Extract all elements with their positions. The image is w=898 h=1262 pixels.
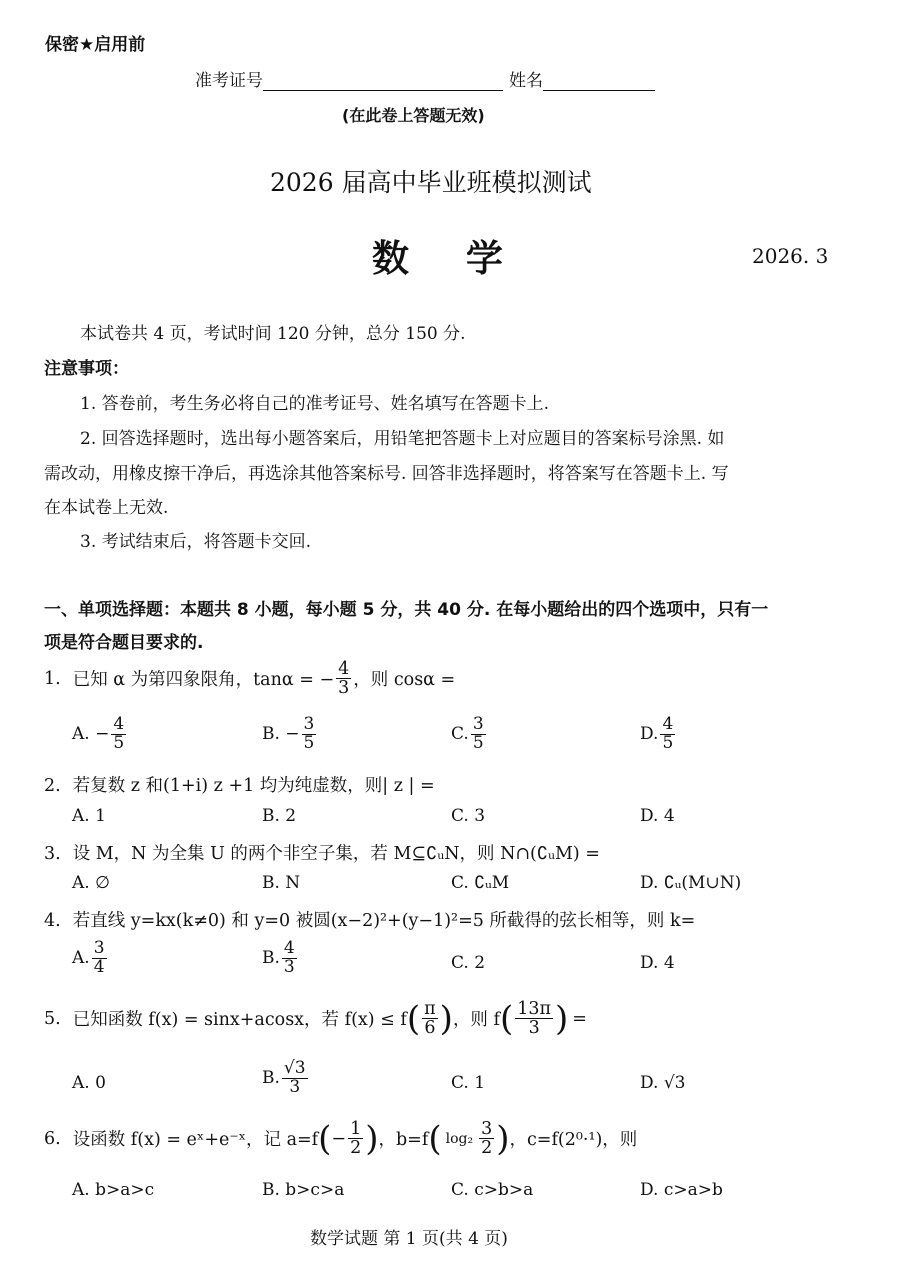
exam-id-row	[195, 66, 655, 91]
q1-option-c[interactable]: C. $\frac{3}{5}$	[451, 714, 484, 753]
notice-title: 注意事项：	[44, 359, 129, 379]
fraction: $\frac{13\pi}{3}$	[517, 999, 552, 1039]
invalid-note: (在此卷上答题无效)	[342, 106, 485, 125]
q3-option-c[interactable]: C. ∁ᵤM	[451, 873, 510, 893]
question-6: 6. 设函数 f(x) = eˣ+e⁻ˣ，记 a=f ( − $\frac{1}{2}$ ) ，b=f ( log₂ $\frac{3}{2}$ ) ，c=f(2⁰·¹)，则	[44, 1118, 638, 1159]
notice-1: 1. 答卷前，考生务必将自己的准考证号、姓名填写在答题卡上.	[80, 394, 550, 414]
q2-option-a[interactable]: A. 1	[72, 806, 106, 826]
q3-option-d[interactable]: D. ∁ᵤ(M∪N)	[640, 873, 742, 893]
q6-option-b[interactable]: B. b>c>a	[262, 1180, 345, 1200]
section-1-heading-line2: 项是符合题目要求的.	[44, 633, 204, 653]
confidential-label: 保密★启用前	[45, 35, 146, 55]
notice-2-line1: 2. 回答选择题时，选出每小题答案后，用铅笔把答题卡上对应题目的答案标号涂黑. 如	[80, 429, 725, 449]
notice-2-line3: 在本试卷上无效.	[44, 498, 169, 518]
fraction: $\frac{3}{2}$	[481, 1119, 493, 1159]
q2-option-b[interactable]: B. 2	[262, 806, 297, 826]
question-number: 1.	[44, 668, 61, 689]
q1-option-a[interactable]: A. − $\frac{4}{5}$	[72, 714, 125, 753]
name-label: 姓名	[509, 71, 543, 91]
question-stem: 若直线 y=kx(k≠0) 和 y=0 被圆(x−2)²+(y−1)²=5 所截得的弦长相等，则 k=	[72, 911, 696, 931]
question-5: 5. 已知函数 f(x) = sinx+acosx，若 f(x) ≤ f ( $\frac{\pi}{6}$ ) ，则 f ( $\frac{13\pi}{3}$ ) =	[44, 998, 587, 1039]
question-number: 5.	[44, 1008, 61, 1029]
question-3	[44, 840, 600, 865]
section-1-heading: 一、单项选择题：本题共 8 小题，每小题 5 分，共 40 分. 在每小题给出的四个选项中，只有一	[44, 600, 769, 620]
q5-option-a[interactable]: A. 0	[72, 1073, 106, 1093]
exam-id-label: 准考证号	[195, 71, 263, 91]
question-stem: 设函数 f(x) = eˣ+e⁻ˣ，记 a=f	[72, 1130, 319, 1151]
question-stem: ，则 cosα =	[353, 670, 456, 691]
q4-option-c[interactable]: C. 2	[451, 953, 486, 973]
question-number: 6.	[44, 1128, 61, 1149]
fraction: $\frac{1}{2}$	[350, 1119, 362, 1159]
q6-option-d[interactable]: D. c>a>b	[640, 1180, 723, 1200]
q2-option-c[interactable]: C. 3	[451, 806, 486, 826]
exam-title: 2026 届高中毕业班模拟测试	[270, 168, 592, 197]
question-number: 3.	[44, 844, 61, 864]
subject-title: 数 学	[372, 236, 525, 280]
question-1	[44, 660, 455, 698]
exam-date: 2026. 3	[752, 244, 829, 268]
exam-info: 本试卷共 4 页，考试时间 120 分钟，总分 150 分.	[80, 324, 466, 344]
q5-option-b[interactable]: B. $\frac{√3}{3}$	[262, 1058, 306, 1097]
name-field[interactable]	[543, 70, 655, 91]
q3-option-b[interactable]: B. N	[262, 873, 301, 893]
q4-option-d[interactable]: D. 4	[640, 953, 675, 973]
question-stem: ，则 f	[452, 1010, 500, 1031]
question-2	[44, 772, 435, 797]
q6-option-c[interactable]: C. c>b>a	[451, 1180, 534, 1200]
q4-option-a[interactable]: A. $\frac{3}{4}$	[72, 938, 105, 977]
q3-option-a[interactable]: A. ∅	[72, 873, 110, 893]
question-number: 4.	[44, 911, 61, 931]
notice-3: 3. 考试结束后，将答题卡交回.	[80, 532, 312, 552]
page-footer: 数学试题 第 1 页(共 4 页)	[310, 1229, 508, 1249]
q5-option-d[interactable]: D. √3	[640, 1073, 686, 1093]
fraction: $\frac{\pi}{6}$	[424, 999, 436, 1039]
question-stem: ，b=f	[378, 1130, 429, 1151]
q4-option-b[interactable]: B. $\frac{4}{3}$	[262, 938, 295, 977]
question-stem: 设 M，N 为全集 U 的两个非空子集，若 M⊆∁ᵤN，则 N∩(∁ᵤM) =	[72, 844, 600, 864]
question-stem: 若复数 z 和(1+i) z +1 均为纯虚数，则| z | =	[72, 776, 435, 796]
question-number: 2.	[44, 776, 61, 796]
q1-option-d[interactable]: D. $\frac{4}{5}$	[640, 714, 674, 753]
question-stem: =	[572, 1008, 587, 1029]
question-stem: ，c=f(2⁰·¹)，则	[509, 1130, 638, 1151]
q6-option-a[interactable]: A. b>a>c	[72, 1180, 155, 1200]
question-4	[44, 907, 695, 932]
notice-2-line2: 需改动，用橡皮擦干净后，再选涂其他答案标号. 回答非选择题时，将答案写在答题卡上. 写	[44, 464, 729, 484]
question-stem: 已知函数 f(x) = sinx+acosx，若 f(x) ≤ f	[72, 1010, 407, 1031]
q5-option-c[interactable]: C. 1	[451, 1073, 486, 1093]
question-stem: 已知 α 为第四象限角，tanα = −	[72, 670, 335, 691]
q1-option-b[interactable]: B. − $\frac{3}{5}$	[262, 714, 315, 753]
q2-option-d[interactable]: D. 4	[640, 806, 675, 826]
exam-id-field[interactable]	[263, 70, 503, 91]
fraction: $\frac{4}{3}$	[338, 659, 350, 699]
